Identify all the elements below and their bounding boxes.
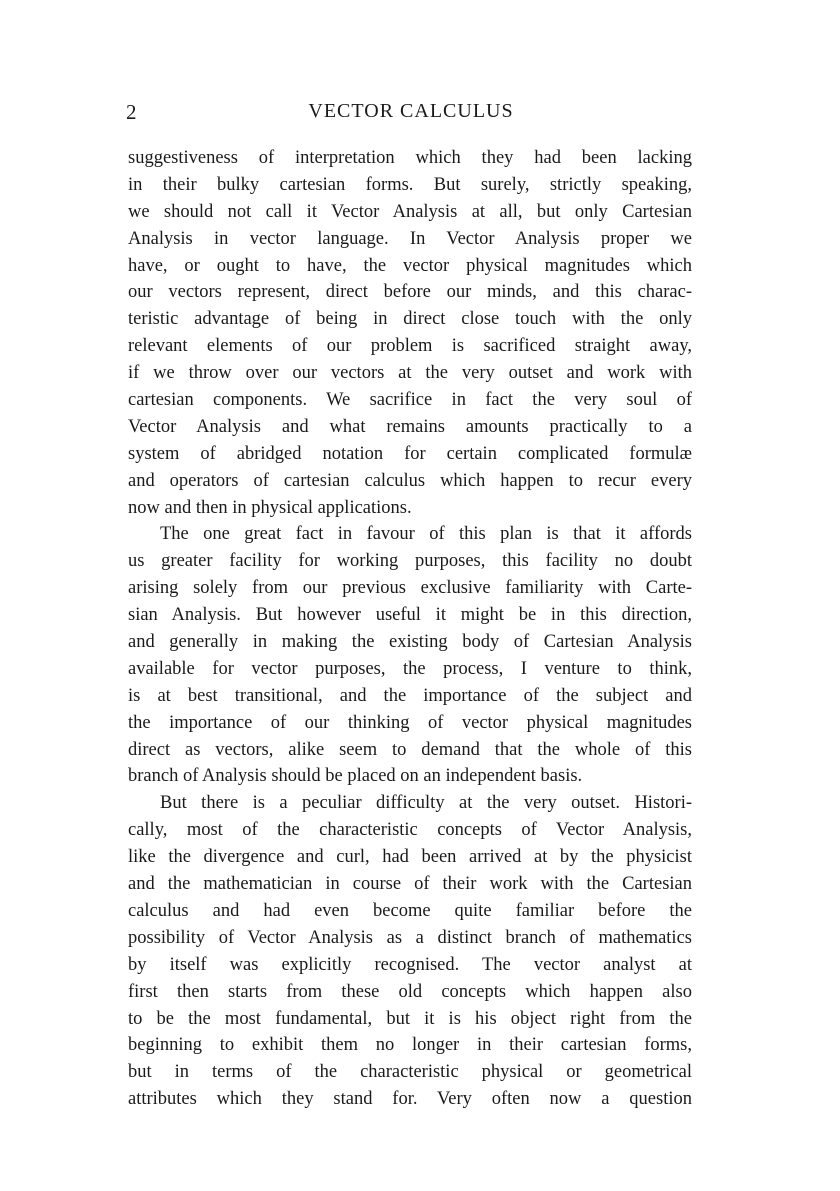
body-text bbox=[128, 145, 692, 1113]
text-line: first then starts from these old concepts which happen also bbox=[128, 981, 692, 1002]
text-line: system of abridged notation for certain complicated formulæ bbox=[128, 443, 692, 464]
text-line: The one great fact in favour of this plan is that it affords bbox=[160, 524, 692, 545]
text-line: to be the most fundamental, but it is his object right from the bbox=[128, 1008, 692, 1029]
text-line: and generally in making the existing body of Cartesian Analysis bbox=[128, 632, 692, 653]
text-line: suggestiveness of interpretation which they had been lacking bbox=[128, 148, 692, 168]
text-line: available for vector purposes, the process, I venture to think, bbox=[128, 658, 692, 679]
text-line: have, or ought to have, the vector physical magnitudes which bbox=[128, 255, 692, 276]
text-line: in their bulky cartesian forms. But surely, strictly speaking, bbox=[128, 174, 692, 195]
text-line: is at best transitional, and the importance of the subject and bbox=[128, 685, 692, 706]
text-line: arising solely from our previous exclusive familiarity with Carte- bbox=[128, 578, 692, 599]
text-line: cally, most of the characteristic concepts of Vector Analysis, bbox=[128, 820, 692, 841]
text-line: But there is a peculiar difficulty at the very outset. Histori- bbox=[160, 793, 692, 814]
text-line: possibility of Vector Analysis as a distinct branch of mathematics bbox=[128, 927, 692, 948]
text-line: and the mathematician in course of their work with the Cartesian bbox=[128, 874, 692, 895]
text-line: if we throw over our vectors at the very outset and work with bbox=[128, 363, 692, 384]
text-line: attributes which they stand for. Very often now a question bbox=[128, 1089, 692, 1110]
text-line: Vector Analysis and what remains amounts practically to a bbox=[128, 416, 692, 437]
text-line: beginning to exhibit them no longer in their cartesian forms, bbox=[128, 1035, 692, 1056]
text-line: we should not call it Vector Analysis at all, but only Cartesian bbox=[128, 201, 692, 222]
text-line: branch of Analysis should be placed on an independent basis. bbox=[128, 766, 583, 787]
text-line: teristic advantage of being in direct close touch with the only bbox=[128, 309, 692, 330]
text-line: by itself was explicitly recognised. The vector analyst at bbox=[128, 954, 692, 975]
text-line: us greater facility for working purposes, this facility no doubt bbox=[128, 551, 692, 572]
page-number: 2 bbox=[126, 100, 137, 124]
page-header bbox=[126, 100, 696, 130]
text-line: the importance of our thinking of vector physical magnitudes bbox=[128, 712, 692, 733]
text-line: direct as vectors, alike seem to demand that the whole of this bbox=[128, 739, 692, 760]
running-title: VECTOR CALCULUS bbox=[308, 100, 514, 122]
text-line: Analysis in vector language. In Vector Analysis proper we bbox=[128, 228, 692, 249]
text-line: calculus and had even become quite familiar before the bbox=[128, 900, 692, 921]
text-line: cartesian components. We sacrifice in fact the very soul of bbox=[128, 390, 692, 411]
text-line: relevant elements of our problem is sacrificed straight away, bbox=[128, 336, 692, 357]
text-line: and operators of cartesian calculus which happen to recur every bbox=[128, 470, 692, 491]
text-line: sian Analysis. But however useful it might be in this direction, bbox=[128, 605, 692, 626]
text-line: now and then in physical applications. bbox=[128, 497, 412, 518]
text-line: our vectors represent, direct before our minds, and this charac- bbox=[128, 282, 692, 303]
text-line: but in terms of the characteristic physical or geometrical bbox=[128, 1062, 692, 1083]
text-line: like the divergence and curl, had been arrived at by the physicist bbox=[128, 847, 692, 868]
